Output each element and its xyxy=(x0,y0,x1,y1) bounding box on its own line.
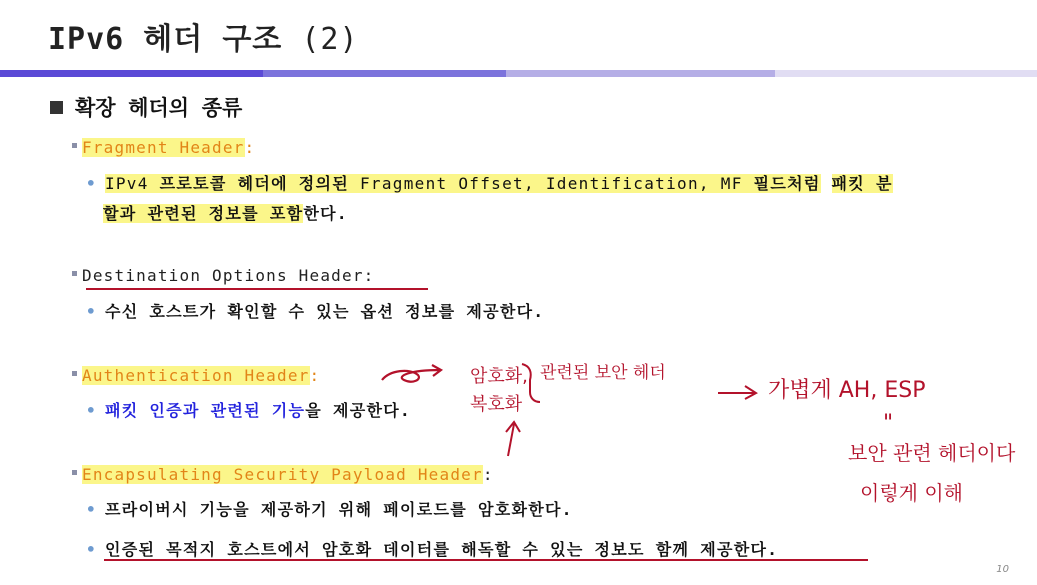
section-heading-text: 확장 헤더의 종류 xyxy=(75,96,243,120)
round-bullet-icon: • xyxy=(86,500,97,519)
destination-bullet-text: 수신 호스트가 확인할 수 있는 옵션 정보를 제공한다. xyxy=(104,302,545,321)
round-bullet-icon: • xyxy=(86,174,97,193)
fragment-header-colon: : xyxy=(244,138,256,157)
fragment-text-fields: Fragment Offset, Identification, MF xyxy=(359,174,743,193)
destination-header-title: Destination Options Header xyxy=(82,266,364,285)
round-bullet-icon: • xyxy=(86,401,97,420)
annotation-equals: " xyxy=(883,411,894,436)
fragment-text-end: 한다. xyxy=(303,204,348,223)
annotation-understand: 이렇게 이해 xyxy=(860,481,963,505)
esp-bullet-2-text: 인증된 목적지 호스트에서 암호화 데이터를 해독할 수 있는 정보도 함께 제공한다 xyxy=(104,540,768,559)
esp-bullet-1-text: 프라이버시 기능을 제공하기 위해 페이로드를 암호화한다. xyxy=(104,500,573,519)
authentication-header-title: Authentication Header xyxy=(82,366,310,385)
annotation-security: 보안 관련 헤더이다 xyxy=(848,441,1016,465)
esp-header-colon: : xyxy=(482,465,494,484)
destination-header-colon: : xyxy=(363,266,375,285)
up-arrow-icon xyxy=(506,422,520,456)
loop-arrow-icon xyxy=(382,365,441,382)
round-bullet-icon: • xyxy=(86,302,97,321)
authentication-bullet-text: 을 제공한다. xyxy=(305,401,411,420)
annotation-decrypt: 복호화 xyxy=(470,394,523,415)
fragment-text-packet: 패킷 분 xyxy=(831,174,893,193)
right-arrow-icon xyxy=(718,386,756,399)
annotation-related: 관련된 보안 헤더 xyxy=(540,363,666,383)
slide-title-main: IPv6 헤더 구조 xyxy=(48,22,283,57)
fragment-header-title: Fragment Header xyxy=(82,138,245,157)
round-bullet-icon: • xyxy=(86,540,97,559)
esp-header-title: Encapsulating Security Payload Header xyxy=(82,465,483,484)
annotation-simple: 가볍게 AH, ESP xyxy=(768,378,926,403)
esp-bullet-2-end: . xyxy=(767,540,779,559)
annotation-encrypt: 암호화, xyxy=(470,366,528,387)
page-number: 10 xyxy=(996,564,1009,575)
authentication-header-colon: : xyxy=(309,366,321,385)
slide-title-number: (2) xyxy=(301,22,359,57)
fragment-text-like: 필드처럼 xyxy=(753,174,821,193)
fragment-text-defined: 프로토콜 헤더에 정의된 xyxy=(159,174,350,193)
authentication-bullet-emphasis: 패킷 인증과 관련된 기능 xyxy=(104,401,306,420)
fragment-text-ipv4: IPv4 xyxy=(104,174,149,193)
fragment-text-related: 할과 관련된 정보를 포함 xyxy=(103,204,304,223)
